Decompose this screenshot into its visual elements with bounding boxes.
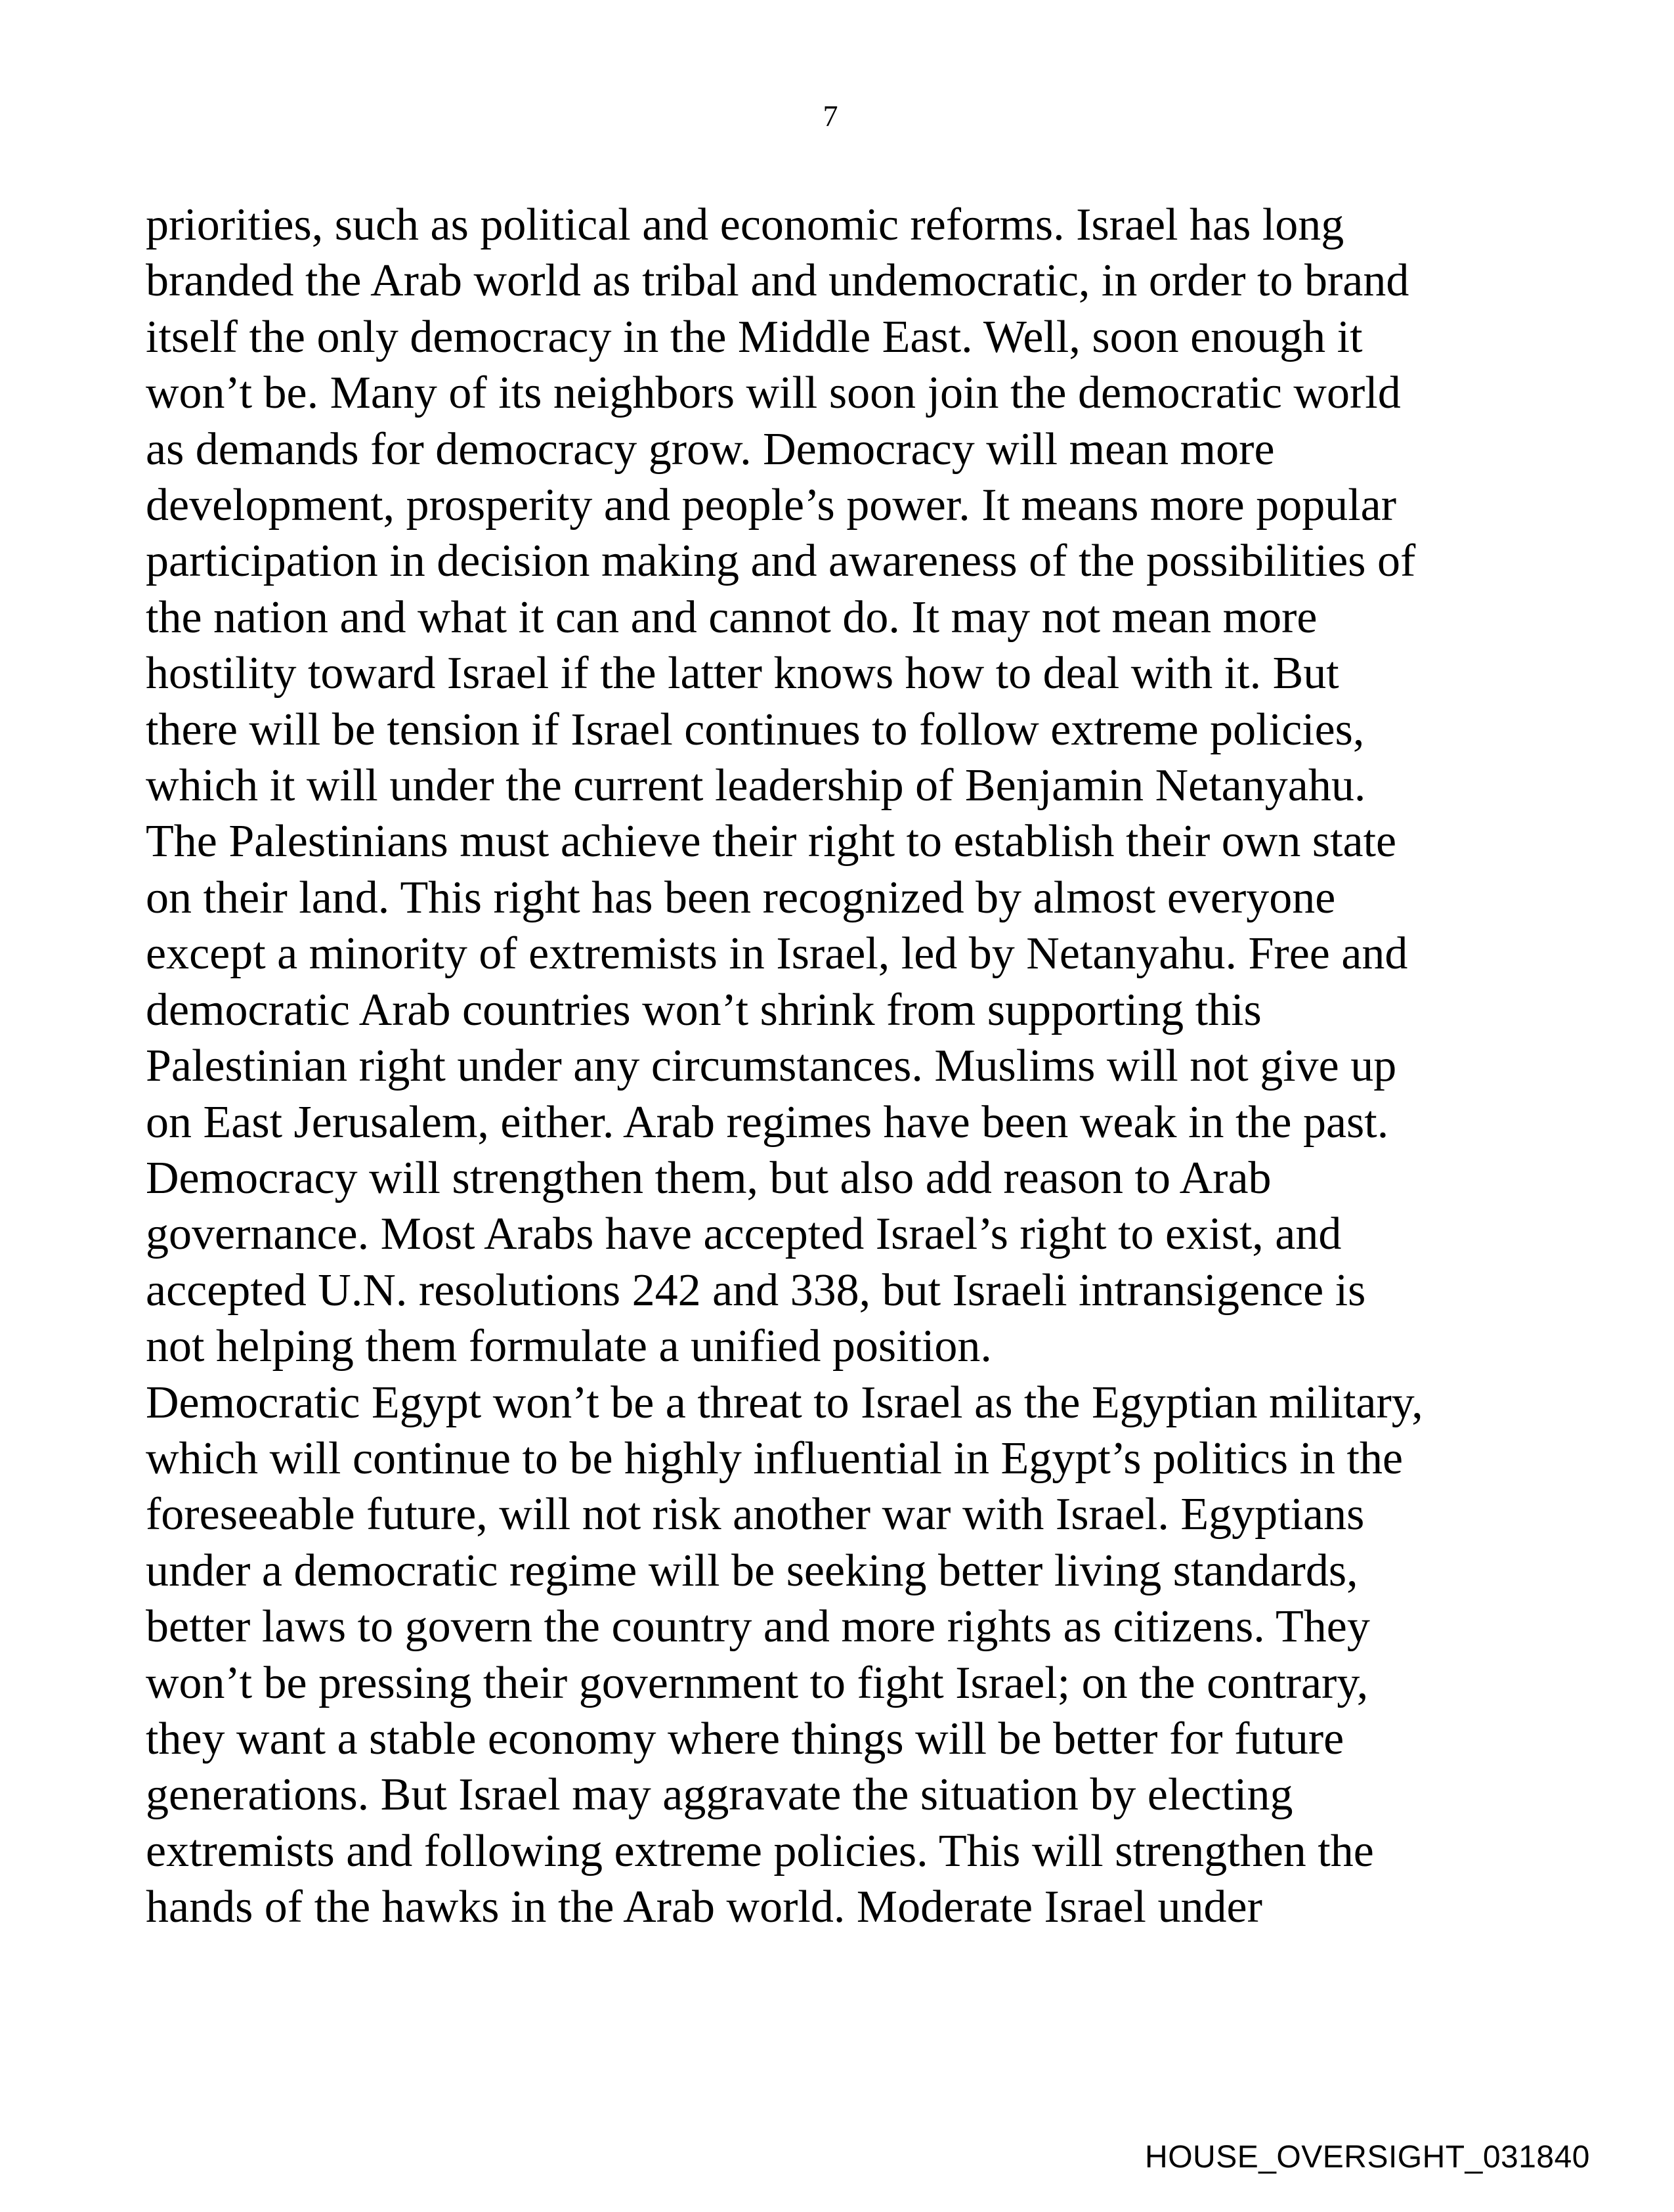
text-line: itself the only democracy in the Middle East. Well, soon enough it (146, 311, 1363, 362)
text-line: won’t be pressing their government to fight Israel; on the contrary, (146, 1657, 1369, 1708)
text-line: won’t be. Many of its neighbors will soon join the democratic world (146, 368, 1401, 419)
text-line: participation in decision making and awareness of the possibilities of (146, 536, 1416, 587)
text-line: better laws to govern the country and more rights as citizens. They (146, 1601, 1370, 1653)
text-line: accepted U.N. resolutions 242 and 338, but Israeli intransigence is (146, 1265, 1366, 1316)
text-line: on East Jerusalem, either. Arab regimes have been weak in the past. (146, 1096, 1389, 1148)
text-line: the nation and what it can and cannot do. It may not mean more (146, 592, 1318, 643)
text-line: extremists and following extreme policies. This will strengthen the (146, 1825, 1374, 1876)
body-text (146, 197, 1423, 1936)
text-line: under a democratic regime will be seeking better living standards, (146, 1545, 1358, 1596)
page-number: 7 (823, 99, 838, 133)
text-line: except a minority of extremists in Israel, led by Netanyahu. Free and (146, 928, 1408, 980)
text-line: branded the Arab world as tribal and undemocratic, in order to brand (146, 255, 1409, 307)
text-line: hostility toward Israel if the latter knows how to deal with it. But (146, 648, 1339, 699)
text-line: Democratic Egypt won’t be a threat to Israel as the Egyptian military, (146, 1377, 1423, 1428)
bates-stamp: HOUSE_OVERSIGHT_031840 (1145, 2140, 1590, 2175)
text-line: generations. But Israel may aggravate the situation by electing (146, 1769, 1293, 1821)
text-line: as demands for democracy grow. Democracy will mean more (146, 423, 1275, 475)
text-line: on their land. This right has been recognized by almost everyone (146, 872, 1336, 923)
text-line: Democracy will strengthen them, but also add reason to Arab (146, 1152, 1272, 1204)
text-line: governance. Most Arabs have accepted Israel’s right to exist, and (146, 1209, 1342, 1260)
text-line: hands of the hawks in the Arab world. Moderate Israel under (146, 1882, 1262, 1933)
text-line: Palestinian right under any circumstances. Muslims will not give up (146, 1041, 1397, 1092)
text-line: democratic Arab countries won’t shrink from supporting this (146, 984, 1262, 1035)
text-line: they want a stable economy where things will be better for future (146, 1713, 1344, 1764)
text-line: priorities, such as political and economic reforms. Israel has long (146, 200, 1344, 250)
text-line: there will be tension if Israel continues to follow extreme policies, (146, 704, 1365, 755)
text-line: The Palestinians must achieve their right to establish their own state (146, 816, 1397, 867)
text-line: which it will under the current leadership of Benjamin Netanyahu. (146, 760, 1366, 812)
text-line: development, prosperity and people’s power. It means more popular (146, 480, 1397, 531)
text-line: foreseeable future, will not risk another war with Israel. Egyptians (146, 1489, 1365, 1540)
text-line: not helping them formulate a unified position. (146, 1321, 992, 1372)
text-line: which will continue to be highly influential in Egypt’s politics in the (146, 1433, 1404, 1484)
